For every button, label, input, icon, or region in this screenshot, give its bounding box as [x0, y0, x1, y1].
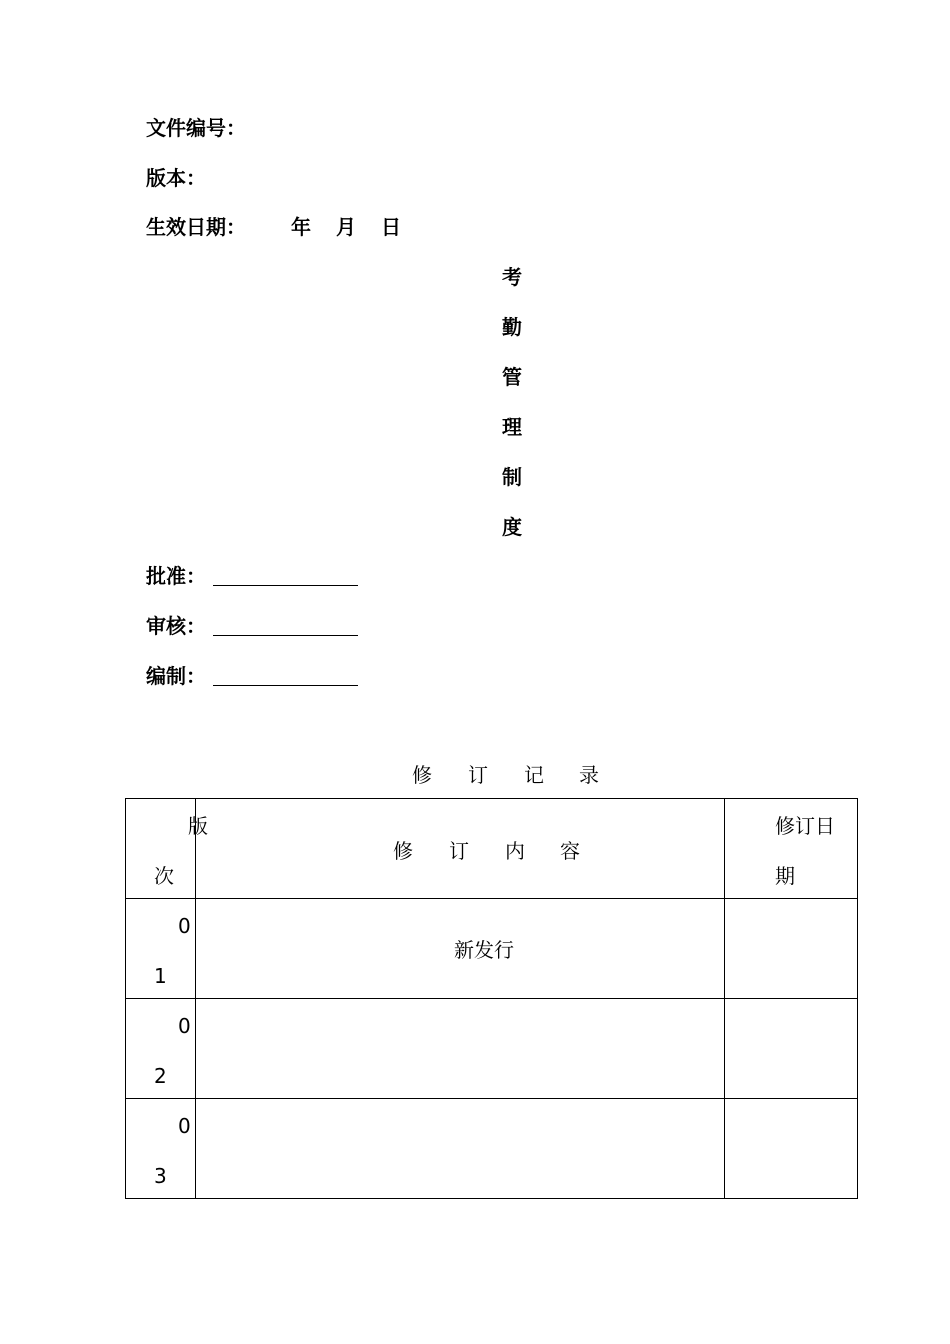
- content-header-char-3: 内: [505, 839, 525, 863]
- revision-table: [125, 798, 858, 1199]
- title-char-1: 考: [502, 265, 522, 289]
- date-year-label: 年: [291, 215, 311, 239]
- date-cell: [725, 999, 858, 1099]
- content-header-char-4: 容: [560, 839, 580, 863]
- date-day-label: 日: [381, 215, 401, 239]
- title-char-4: 理: [502, 415, 522, 439]
- table-header-row: [126, 799, 858, 899]
- content-text: 新发行: [454, 938, 514, 962]
- document-number-label: 文件编号：: [146, 116, 246, 140]
- title-char-6: 度: [502, 515, 522, 539]
- revision-title-char-4: 录: [579, 763, 599, 787]
- version-digit-bottom: 1: [154, 964, 167, 988]
- prepare-signature-line: [213, 685, 358, 686]
- version-header-top: 版: [188, 814, 208, 838]
- revision-title-char-1: 修: [412, 763, 432, 787]
- title-char-3: 管: [502, 365, 522, 389]
- content-cell: [196, 999, 725, 1099]
- version-header-cell: [126, 799, 208, 899]
- title-char-2: 勤: [502, 315, 522, 339]
- version-digit-top: 0: [178, 1014, 191, 1038]
- title-char-5: 制: [502, 465, 522, 489]
- table-row: [126, 999, 858, 1099]
- approve-label: 批准：: [146, 564, 206, 588]
- version-digit-top: 0: [178, 1114, 191, 1138]
- version-label: 版本：: [146, 166, 206, 190]
- content-header-cell: [196, 799, 725, 899]
- date-cell: [725, 899, 858, 999]
- content-header-char-1: 修: [393, 839, 413, 863]
- review-label: 审核：: [146, 614, 206, 638]
- review-signature-line: [213, 635, 358, 636]
- content-cell: [196, 1099, 725, 1199]
- date-header-cell: [725, 799, 858, 899]
- table-row: [126, 899, 858, 999]
- prepare-label: 编制：: [146, 664, 206, 688]
- version-cell: [126, 1099, 196, 1199]
- version-digit-bottom: 2: [154, 1064, 167, 1088]
- content-cell: [196, 899, 725, 999]
- version-cell: [126, 899, 196, 999]
- revision-title-char-3: 记: [524, 763, 544, 787]
- date-header-top: 修订日: [775, 814, 835, 838]
- table-row: [126, 1099, 858, 1199]
- revision-title-char-2: 订: [468, 763, 488, 787]
- version-digit-top: 0: [178, 914, 191, 938]
- effective-date-label: 生效日期：: [146, 215, 246, 239]
- content-header-char-2: 订: [449, 839, 469, 863]
- date-cell: [725, 1099, 858, 1199]
- date-month-label: 月: [336, 215, 356, 239]
- date-header-bottom: 期: [775, 864, 795, 888]
- version-cell: [126, 999, 196, 1099]
- approve-signature-line: [213, 585, 358, 586]
- version-header-bottom: 次: [154, 864, 174, 888]
- version-digit-bottom: 3: [154, 1164, 167, 1188]
